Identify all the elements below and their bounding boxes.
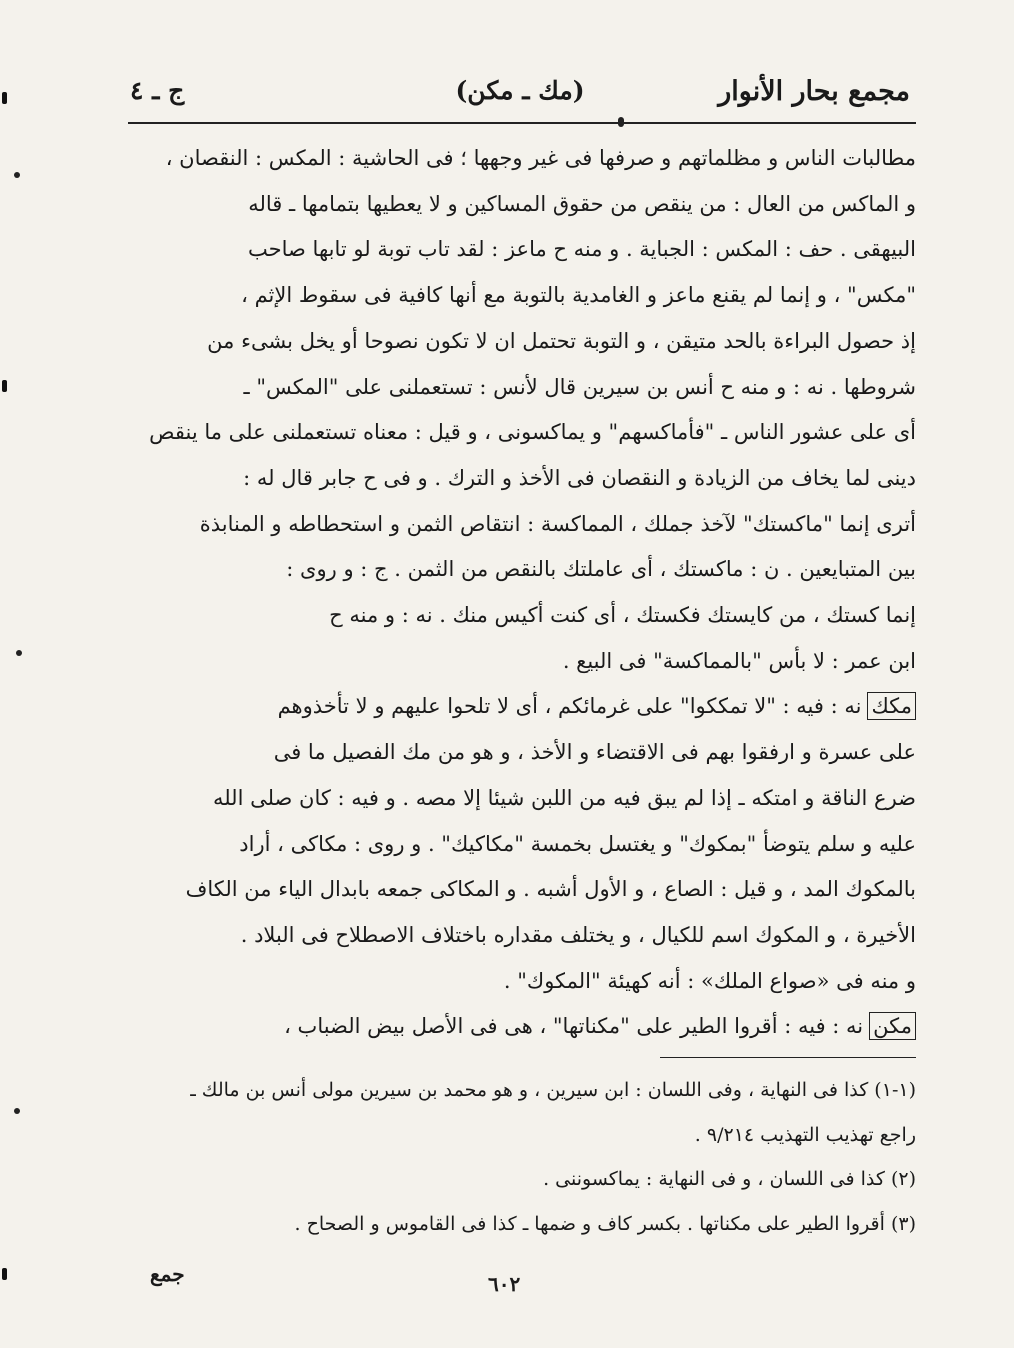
text-line: مطالبات الناس و مظلماتهم و صرفها فى غير وجهها ؛ فى الحاشية : المكس : النقصان ، [165,146,916,170]
headword-makn: مكن [869,1012,916,1040]
scan-mark [16,650,22,656]
text-line: على عسرة و ارفقوا بهم فى الاقتضاء و الأخذ ، و هو من مك الفصيل ما فى [273,740,916,765]
text-line: أى على عشور الناس ـ "فأماكسهم" و يماكسونى ، و قيل : معناه تستعملنى على ما ينقص [149,420,916,445]
header-rule [128,122,916,124]
text-line: بين المتبايعين . ن : ماكستك ، أى عاملتك بالنقص من الثمن . ج : و روى : [286,557,916,582]
footnote: (٢) كذا فى اللسان ، و فى النهاية : يماكسوننى . [543,1168,916,1190]
main-text [132,136,916,1050]
page-number: ٦٠٢ [488,1272,521,1296]
book-title: مجمع بحار الأنوار [718,76,910,107]
text-line: أترى إنما "ماكستك" لآخذ جملك ، المماكسة : انتقاص الثمن و استحطاطه و المنابذة [199,511,916,536]
text-line: إنما كستك ، من كايستك فكستك ، أى كنت أكيس منك . نه : و منه ح [329,603,916,628]
text-line: و منه فى «صواع الملك» : أنه كهيئة "المكوك" . [503,968,916,993]
scan-mark [14,1108,20,1114]
running-header [130,72,910,116]
footnote: (٣) أقروا الطير على مكناتها . بكسر كاف و ضمها ـ كذا فى القاموس و الصحاح . [294,1212,916,1235]
text-line: ضرع الناقة و امتكه ـ إذا لم يبق فيه من اللبن شيئا إلا مصه . و فيه : كان صلى الله [212,785,916,810]
text-line: "مكس" ، و إنما لم يقنع ماعز و الغامدية بالتوبة مع أنها كافية فى سقوط الإثم ، [241,283,916,308]
scan-mark [2,1268,7,1280]
footnote-rule [660,1057,916,1058]
scan-mark [2,92,7,104]
catchword: جمع [150,1262,185,1286]
footnote: راجع تهذيب التهذيب ٩/٢١٤ . [694,1123,916,1146]
text-line: نه : فيه : "لا تمككوا" على غرمائكم ، أى لا تلحوا عليهم و لا تأخذوهم [277,694,862,719]
text-line: البيهقى . حف : المكس : الجباية . و منه ح ماعز : لقد تاب توبة لو تابها صاحب [248,237,916,262]
text-line: نه : فيه : أقروا الطير على "مكناتها" ، هى فى الأصل بيض الضباب ، [284,1014,864,1039]
entry-makk [132,684,916,730]
text-line: دينى لما يخاف من الزيادة و النقصان فى الأخذ و الترك . و فى ح جابر قال له : [243,465,916,490]
footnote: (١-١) كذا فى النهاية ، وفى اللسان : ابن سيرين ، و هو محمد بن سيرين مولى أنس بن مالك ـ [190,1079,916,1101]
text-line: الأخيرة ، و المكوك اسم للكيال ، و يختلف مقداره باختلاف الاصطلاح فى البلاد . [240,922,916,947]
text-line: ابن عمر : لا بأس "بالمماكسة" فى البيع . [562,648,916,673]
headword-makk: مكك [867,692,916,720]
footnotes [132,1068,916,1246]
text-line: و الماكس من العال : من ينقص من حقوق المساكين و لا يعطيها بتمامها ـ قاله [248,191,916,216]
volume-number: ج ـ ٤ [130,76,185,105]
text-line: إذ حصول البراءة بالحد متيقن ، و التوبة تحتمل ان لا تكون نصوحا أو يخل بشىء من [207,328,916,353]
text-line: شروطها . نه : و منه ح أنس بن سيرين قال لأنس : تستعملنى على "المكس" ـ [243,374,916,399]
entry-makn [132,1004,916,1050]
scan-mark [14,172,20,178]
text-line: بالمكوك المد ، و قيل : الصاع ، و الأول أشبه . و المكاكى جمعه بابدال الياء من الكاف [185,877,916,902]
entry-range: (مك ـ مكن) [455,76,585,105]
scan-mark [2,380,7,392]
text-line: عليه و سلم يتوضأ "بمكوك" و يغتسل بخمسة "مكاكيك" . و روى : مكاكى ، أراد [239,831,916,856]
